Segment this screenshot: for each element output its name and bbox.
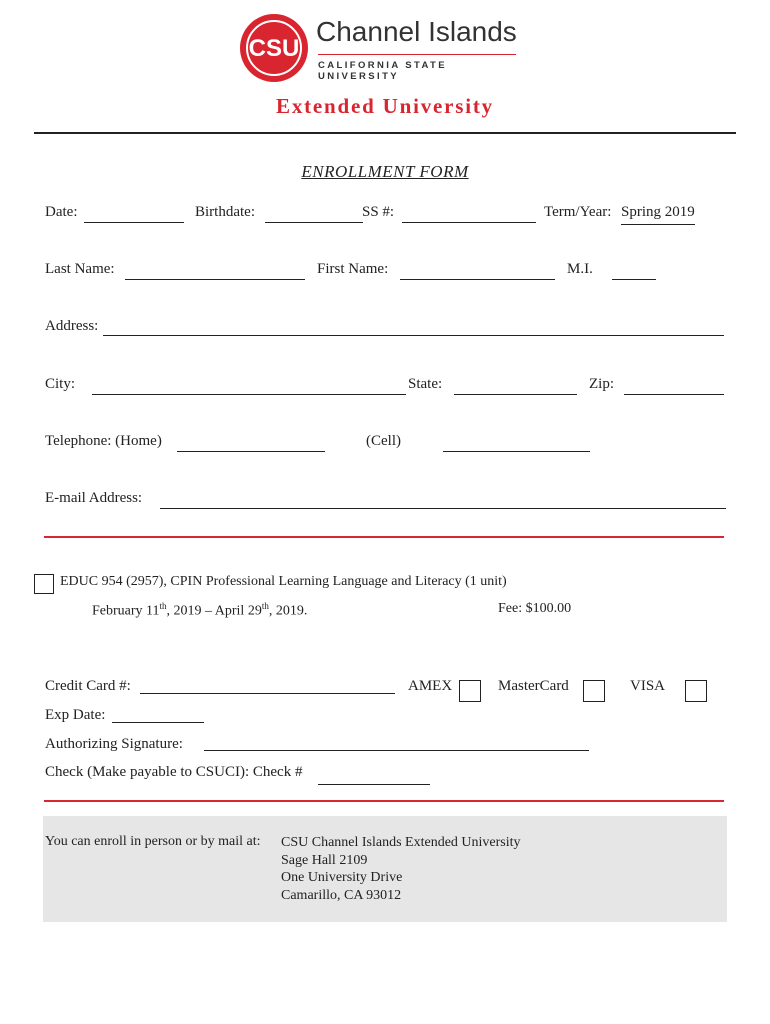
email-field[interactable] [160, 508, 726, 509]
course-title: EDUC 954 (2957), CPIN Professional Learning Language and Literacy (1 unit) [60, 574, 507, 589]
course-checkbox[interactable] [34, 574, 54, 594]
section-divider-2 [44, 800, 724, 802]
zip-field[interactable] [624, 394, 724, 395]
last-name-field[interactable] [125, 279, 305, 280]
city-field[interactable] [92, 394, 406, 395]
exp-date-field[interactable] [112, 722, 204, 723]
date-label: Date: [45, 204, 78, 220]
signature-field[interactable] [204, 750, 589, 751]
term-value[interactable]: Spring 2019 [621, 204, 695, 220]
credit-card-field[interactable] [140, 693, 395, 694]
course-date-end-suffix: th [261, 601, 269, 611]
csu-monogram-icon [238, 12, 310, 84]
signature-label: Authorizing Signature: [45, 736, 183, 752]
logo-subtitle: CALIFORNIA STATE UNIVERSITY [318, 60, 447, 82]
mi-label: M.I. [567, 261, 593, 277]
telephone-home-label: Telephone: (Home) [45, 433, 162, 449]
mailing-address [281, 834, 521, 904]
page-title: Extended University [276, 94, 494, 118]
address-label: Address: [45, 318, 99, 334]
credit-card-label: Credit Card #: [45, 678, 131, 694]
mastercard-label: MasterCard [498, 678, 569, 694]
state-label: State: [408, 376, 443, 392]
term-field [621, 224, 695, 225]
form-title: ENROLLMENT FORM [301, 162, 469, 181]
city-label: City: [45, 376, 76, 392]
zip-label: Zip: [589, 376, 614, 392]
term-label: Term/Year: [544, 204, 612, 220]
university-logo [238, 12, 523, 82]
date-field[interactable] [84, 222, 184, 223]
mailing-address-line: One University Drive [281, 870, 403, 885]
mailing-intro: You can enroll in person or by mail at: [45, 834, 261, 849]
logo-monogram: CSU [248, 35, 300, 62]
logo-name: Channel Islands [316, 16, 517, 47]
visa-label: VISA [630, 678, 666, 694]
birthdate-label: Birthdate: [195, 204, 255, 220]
telephone-cell-label: (Cell) [366, 433, 401, 449]
ss-field[interactable] [402, 222, 536, 223]
address-field[interactable] [103, 335, 724, 336]
last-name-label: Last Name: [45, 261, 115, 277]
exp-date-label: Exp Date: [45, 707, 106, 723]
first-name-label: First Name: [317, 261, 389, 277]
telephone-home-field[interactable] [177, 451, 325, 452]
mailing-address-line: Camarillo, CA 93012 [281, 887, 402, 903]
ss-label: SS #: [362, 204, 395, 220]
visa-checkbox[interactable] [685, 680, 707, 702]
course-date-end: , 2019. [268, 603, 308, 619]
amex-checkbox[interactable] [459, 680, 481, 702]
telephone-cell-field[interactable] [443, 451, 590, 452]
mailing-info-box [43, 816, 727, 922]
mailing-address-line: CSU Channel Islands Extended University [281, 835, 521, 850]
mi-field[interactable] [612, 279, 656, 280]
amex-label: AMEX [408, 678, 453, 694]
course-date-start: February 11 [92, 603, 160, 619]
mailing-address-line: Sage Hall 2109 [281, 852, 368, 868]
logo-divider [318, 54, 516, 55]
check-number-field[interactable] [318, 784, 430, 785]
course-fee: Fee: $100.00 [498, 601, 572, 616]
state-field[interactable] [454, 394, 577, 395]
mastercard-checkbox[interactable] [583, 680, 605, 702]
header-divider [34, 132, 736, 134]
check-label: Check (Make payable to CSUCI): Check # [45, 764, 303, 780]
first-name-field[interactable] [400, 279, 555, 280]
course-date-start-suffix: th [159, 601, 167, 611]
email-label: E-mail Address: [45, 490, 143, 506]
section-divider-1 [44, 536, 724, 538]
course-date-mid: , 2019 – April 29 [166, 603, 262, 619]
course-dates [92, 601, 307, 620]
birthdate-field[interactable] [265, 222, 363, 223]
